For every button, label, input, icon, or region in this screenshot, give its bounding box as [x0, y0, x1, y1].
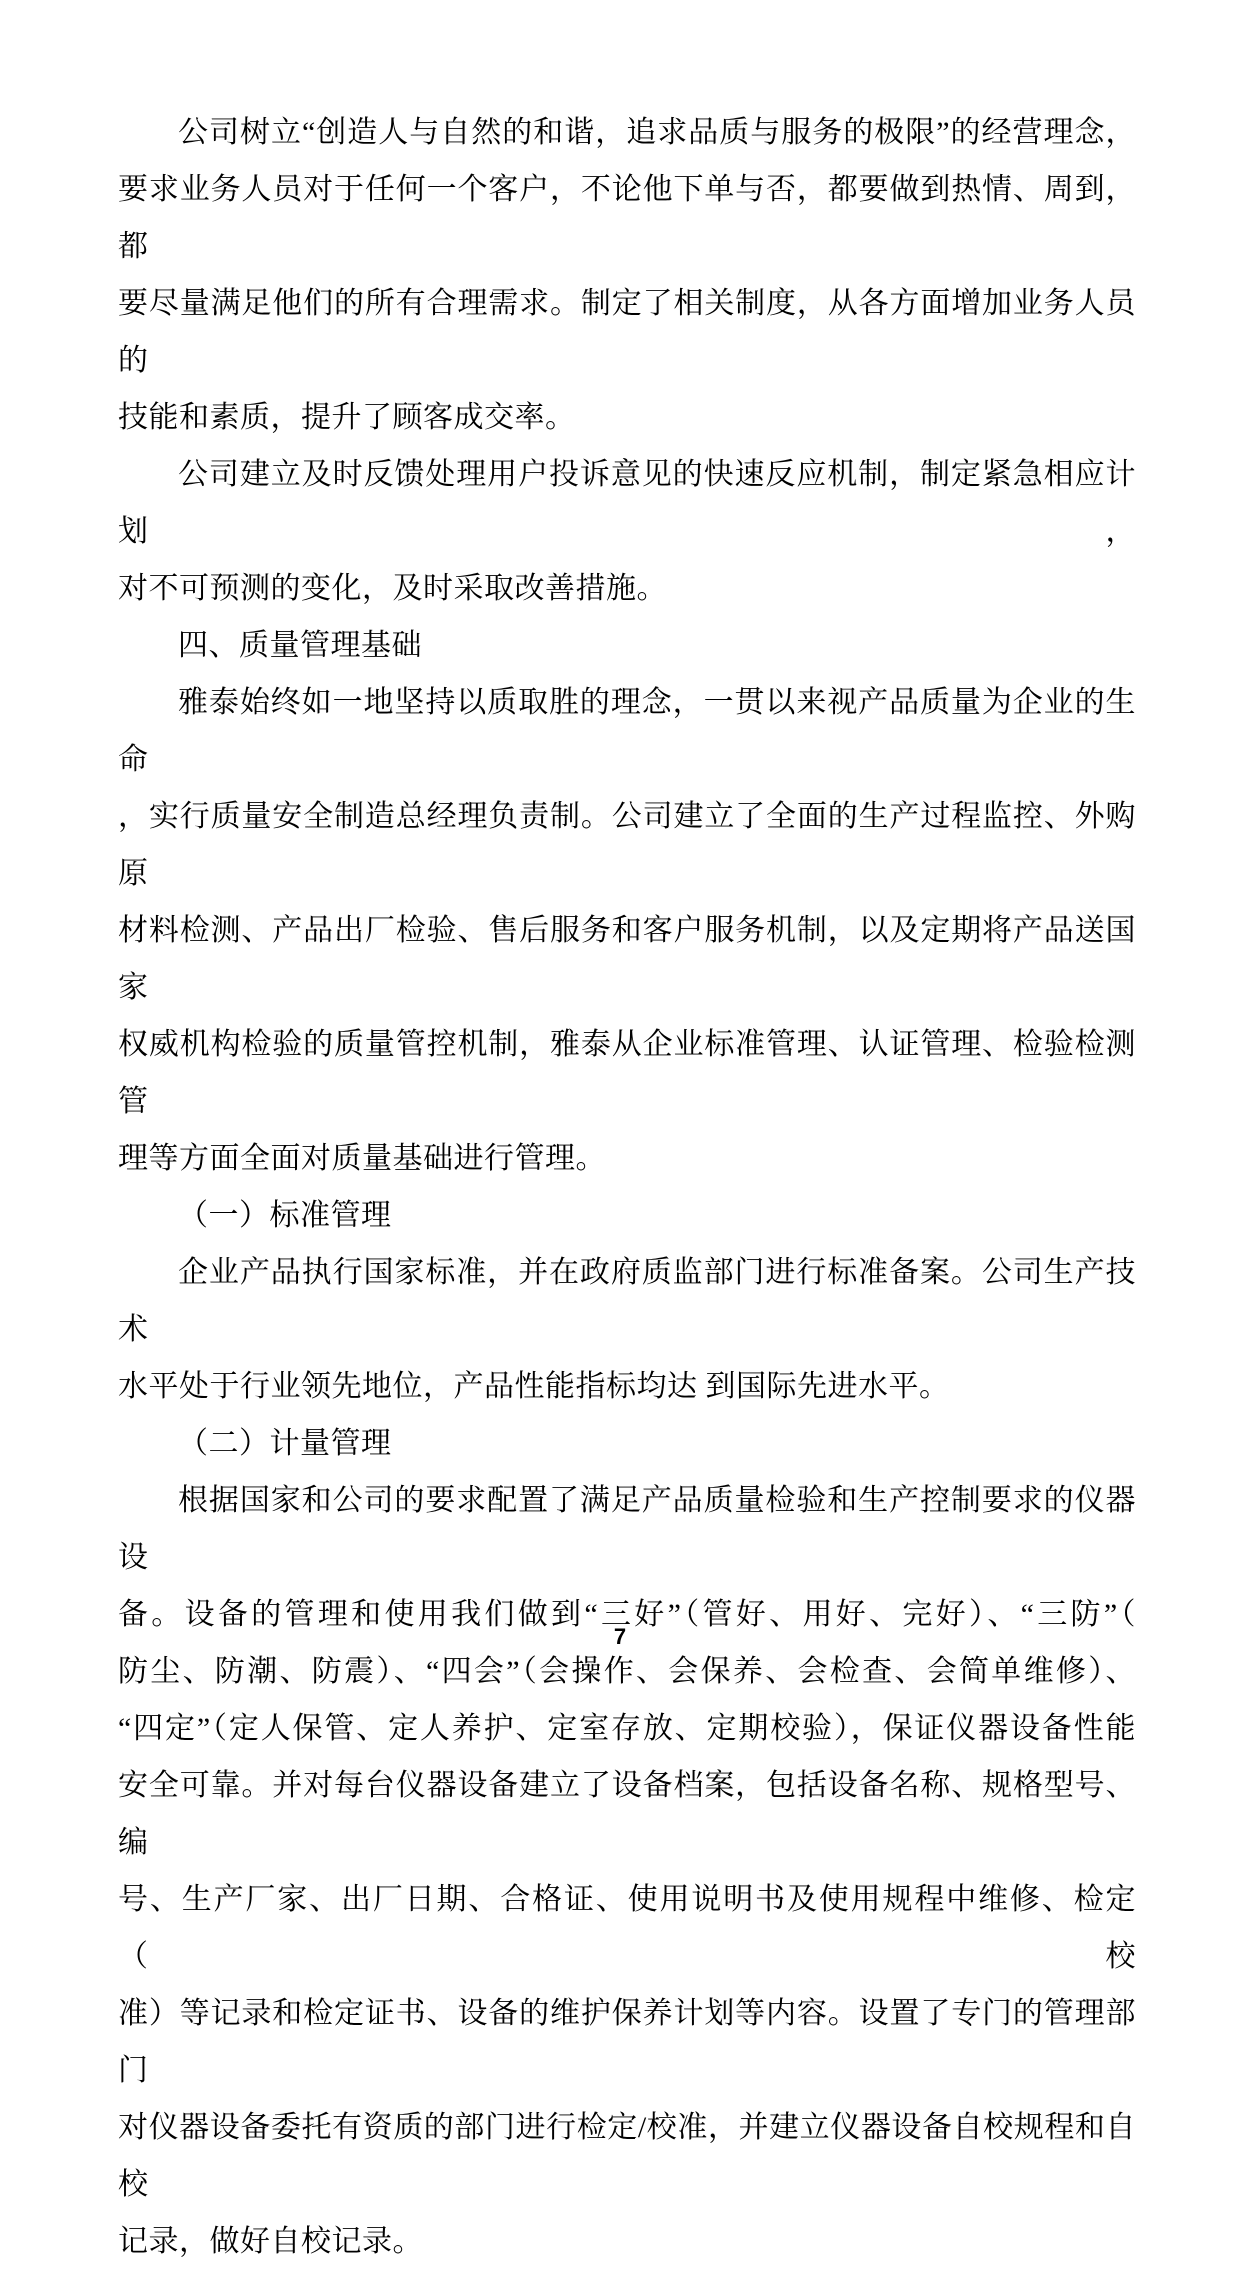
text-line: “四定”（定人保管、定人养护、定室存放、定期校验），保证仪器设备性能	[118, 1712, 1136, 1745]
paragraph	[118, 1472, 1136, 2270]
text-line: ，实行质量安全制造总经理负责制。公司建立了全面的生产过程监控、外购原	[118, 800, 1136, 890]
text-line: 水平处于行业领先地位，产品性能指标均达 到国际先进水平。	[118, 1370, 950, 1403]
text-line: 根据国家和公司的要求配置了满足产品质量检验和生产控制要求的仪器设	[118, 1484, 1136, 1574]
text-line: 公司建立及时反馈处理用户投诉意见的快速反应机制，制定紧急相应计划，	[118, 458, 1136, 548]
page-number: 7	[613, 1624, 627, 1649]
paragraph	[118, 446, 1136, 617]
text-line: 技能和素质，提升了顾客成交率。	[118, 401, 576, 434]
text-line: 记录，做好自校记录。	[118, 2225, 423, 2258]
text-line: 防尘、防潮、防震）、“四会”（会操作、会保养、会检查、会简单维修）、	[118, 1655, 1136, 1688]
text-line: 理等方面全面对质量基础进行管理。	[118, 1142, 606, 1175]
section-heading	[118, 617, 1136, 674]
text-line: 四、质量管理基础	[178, 629, 422, 662]
text-line: 安全可靠。并对每台仪器设备建立了设备档案，包括设备名称、规格型号、 编	[118, 1769, 1136, 1859]
text-line: 材料检测、产品出厂检验、售后服务和客户服务机制，以及定期将产品送国家	[118, 914, 1136, 1004]
text-line: 对不可预测的变化，及时采取改善措施。	[118, 572, 667, 605]
text-line: （二）计量管理	[178, 1427, 392, 1460]
section-heading	[118, 1415, 1136, 1472]
document-body	[118, 104, 1136, 2270]
text-line: 权威机构检验的质量管控机制，雅泰从企业标准管理、认证管理、检验检测管	[118, 1028, 1136, 1118]
text-line: 要尽量满足他们的所有合理需求。制定了相关制度，从各方面增加业务人员的	[118, 287, 1136, 377]
text-line: 对仪器设备委托有资质的部门进行检定/校准，并建立仪器设备自校规程和自校	[118, 2111, 1136, 2201]
paragraph	[118, 674, 1136, 1187]
text-line: 公司树立“创造人与自然的和谐，追求品质与服务的极限”的经营理念，	[178, 116, 1136, 149]
text-line: 准）等记录和检定证书、设备的维护保养计划等内容。设置了专门的管理部门	[118, 1997, 1136, 2087]
section-heading	[118, 1187, 1136, 1244]
text-line: 要求业务人员对于任何一个客户，不论他下单与否，都要做到热情、周到，都	[118, 173, 1136, 263]
text-line: 备。设备的管理和使用我们做到“三好”（管好、用好、完好）、“三防”（	[118, 1598, 1136, 1631]
paragraph	[118, 1244, 1136, 1415]
text-line: 企业产品执行国家标准，并在政府质监部门进行标准备案。公司生产技术	[118, 1256, 1136, 1346]
page-footer	[0, 1622, 1240, 1652]
text-line: 雅泰始终如一地坚持以质取胜的理念，一贯以来视产品质量为企业的生命	[118, 686, 1136, 776]
text-line: （一）标准管理	[178, 1199, 392, 1232]
text-line: 号、生产厂家、出厂日期、合格证、使用说明书及使用规程中维修、检定（校	[118, 1883, 1136, 1973]
paragraph	[118, 104, 1136, 446]
